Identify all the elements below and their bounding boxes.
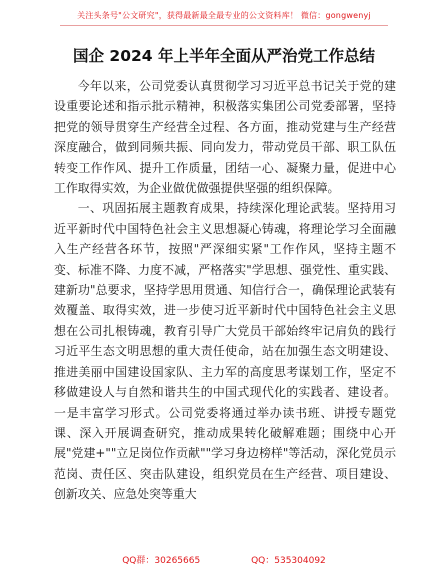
footer-qq: QQ：535304092 [251,556,326,566]
header-divider [60,25,388,26]
paragraph-intro: 今年以来，公司党委认真贯彻学习习近平总书记关于党的建设重要论述和指示批示精神，积极落实集团公司党委部署，坚持把党的领导贯穿生产经营全过程、各方面，推动党建与生产经营深度融合，做到同频共振、同向发力，带动党员干部、职工队伍转变工作作风、提升工作质量，团结一心、凝聚力量，促进中心工作取得实效，为企业做优做强提供坚强的组织保障。 [54,79,396,196]
header-banner: 关注头条号"公文研究"，获得最新最全最专业的公文资料库！ 微信：gongwenyj [77,11,371,20]
document-title: 国企 2024 年上半年全面从严治党工作总结 [73,47,375,65]
footer [0,553,448,566]
paragraph-section-1: 一、巩固拓展主题教育成果，持续深化理论武装。坚持用习近平新时代中国特色社会主义思想凝心铸魂，将理论学习全面融入生产经营各环节，按照"严深细实紧"工作作风，坚持主题不变、标准不降、力度不减，严格落实"学思想、强党性、重实践、建新功"总要求，坚持学思用贯通、知信行合一，确保理论武装有效覆盖、取得实效，进一步使习近平新时代中国特色社会主义思想在公司扎根铸魂，教育引导广大党员干部始终牢记肩负的践行习近平生态文明思想的重大责任使命，站在加强生态文明建设、推进美丽中国建设国家队、主力军的高度思考谋划工作，坚定不移做建设人与自然和谐共生的中国式现代化的实践者、建设者。一是丰富学习形式。公司党委将通过举办读书班、讲授专题党课、深入开展调查研究，推动成果转化破解难题；围绕中心开展"党建+""立足岗位作贡献""学习身边榜样"等活动，深化党员示范岗、责任区、突击队建设，组织党员在生产经营、项目建设、创新攻关、应急处突等重大 [54,201,396,502]
document-body [54,76,396,505]
footer-qq-group: QQ群：30265665 [122,556,201,566]
